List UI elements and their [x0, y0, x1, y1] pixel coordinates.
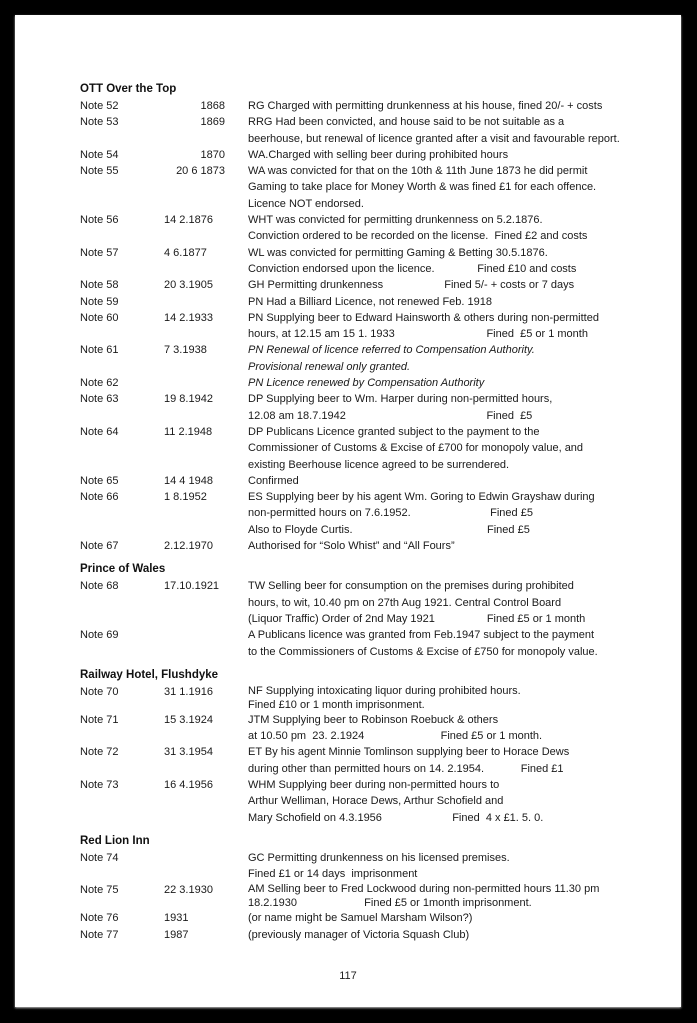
note-text-line: TW Selling beer for consumption on the premises during prohibited: [248, 580, 574, 593]
note-row: [80, 310, 640, 343]
note-text-line: DP Supplying beer to Wm. Harper during non-permitted hours,: [248, 393, 553, 406]
note-row: [80, 342, 640, 375]
note-text: [248, 147, 640, 163]
note-row: [80, 114, 640, 147]
note-label: Note 65: [80, 474, 119, 487]
note-text: [248, 910, 640, 926]
note-text-line: Mary Schofield on 4.3.1956 Fined 4 x £1. 5. 0.: [248, 811, 544, 824]
note-text: [248, 375, 640, 391]
note-label: Note 76: [80, 912, 119, 925]
note-text: [248, 473, 640, 489]
note-text: [248, 245, 640, 278]
note-text: [248, 489, 640, 538]
note-text-line: PN Supplying beer to Edward Hainsworth & others during non-permitted: [248, 311, 599, 324]
note-label: Note 55: [80, 165, 119, 178]
note-row: [80, 294, 640, 310]
note-text: [248, 391, 640, 424]
note-text-line: A Publicans licence was granted from Feb.1947 subject to the payment: [248, 629, 595, 642]
note-text-line: Arthur Welliman, Horace Dews, Arthur Schofield and: [248, 795, 504, 808]
note-text: [248, 98, 640, 114]
note-date: 14 2.1933: [164, 311, 213, 324]
note-text: [248, 538, 640, 554]
section-title: OTT Over the Top: [80, 83, 177, 95]
section-title: Prince of Wales: [80, 563, 166, 576]
document-page: [15, 15, 681, 1007]
note-row: [80, 910, 640, 926]
note-text-line: WHM Supplying beer during non-permitted hours to: [248, 778, 500, 791]
note-row: [80, 578, 640, 627]
note-text-line: NF Supplying intoxicating liquor during prohibited hours.: [248, 684, 521, 697]
note-label: Note 53: [80, 116, 119, 129]
note-text-line: GH Permitting drunkenness Fined 5/- + costs or 7 days: [248, 279, 575, 292]
note-text: [248, 342, 640, 375]
note-text-line: WA was convicted for that on the 10th & 11th June 1873 he did permit: [248, 165, 588, 178]
note-text: [248, 114, 640, 147]
note-date: 31 3.1954: [164, 746, 213, 759]
note-label: Note 72: [80, 746, 119, 759]
note-label: Note 52: [80, 100, 119, 112]
note-text: [248, 850, 640, 883]
note-text-line: Authorised for “Solo Whist” and “All Fours”: [248, 540, 455, 553]
note-text-line: WA.Charged with selling beer during prohibited hours: [248, 148, 509, 161]
note-row: [80, 627, 640, 660]
note-text-line: Conviction ordered to be recorded on the license. Fined £2 and costs: [248, 230, 588, 243]
note-date: 14 2.1876: [164, 214, 213, 227]
note-text: [248, 277, 640, 293]
note-text-line: Fined £1 or 14 days imprisonment: [248, 868, 418, 881]
note-text: [248, 578, 640, 627]
note-date: [164, 627, 248, 660]
note-row: [80, 375, 640, 391]
note-label: Note 71: [80, 713, 119, 726]
note-label: Note 75: [80, 884, 119, 897]
note-date: 22 3.1930: [164, 884, 213, 897]
note-date: 1869: [200, 116, 225, 129]
note-text-line: RRG Had been convicted, and house said to be not suitable as a: [248, 116, 565, 129]
note-label: Note 67: [80, 540, 119, 553]
note-row: [80, 489, 640, 538]
note-text-line: Also to Floyde Curtis. Fined £5: [248, 523, 530, 536]
note-text-line: PN Licence renewed by Compensation Authority: [248, 377, 485, 390]
note-text-line: 12.08 am 18.7.1942 Fined £5: [248, 409, 533, 422]
note-text: [248, 744, 640, 777]
note-date: 31 1.1916: [164, 685, 213, 698]
note-label: Note 66: [80, 491, 119, 504]
note-text-line: Fined £10 or 1 month imprisonment.: [248, 698, 425, 711]
note-date: 20 3.1905: [164, 279, 213, 292]
note-label: Note 63: [80, 393, 119, 406]
note-label: Note 61: [80, 344, 119, 357]
note-row: [80, 777, 640, 826]
note-text-line: 18.2.1930 Fined £5 or 1month imprisonment.: [248, 897, 532, 910]
note-text-line: hours, at 12.15 am 15 1. 1933 Fined £5 or 1 month: [248, 328, 588, 341]
note-text: [248, 212, 640, 245]
note-row: [80, 712, 640, 745]
note-row: [80, 391, 640, 424]
note-text-line: RG Charged with permitting drunkenness at his house, fined 20/- + costs: [248, 100, 603, 112]
note-label: Note 73: [80, 778, 119, 791]
note-date: [164, 850, 248, 883]
note-text: [248, 294, 640, 310]
note-row: [80, 473, 640, 489]
note-date: 1931: [164, 912, 189, 925]
note-text-line: to the Commissioners of Customs & Excise of £750 for monopoly value.: [248, 645, 598, 658]
note-row: [80, 424, 640, 473]
note-text: [248, 777, 640, 826]
note-text-line: (or name might be Samuel Marsham Wilson?): [248, 912, 473, 925]
section-title: Red Lion Inn: [80, 834, 150, 847]
note-text-line: during other than permitted hours on 14. 2.1954. Fined £1: [248, 762, 564, 775]
note-text-line: existing Beerhouse licence agreed to be surrendered.: [248, 458, 510, 471]
note-label: Note 58: [80, 279, 119, 292]
note-label: Note 64: [80, 425, 119, 438]
note-text-line: PN Had a Billiard Licence, not renewed Feb. 1918: [248, 295, 492, 308]
note-text-line: DP Publicans Licence granted subject to the payment to the: [248, 425, 540, 438]
note-text-line: beerhouse, but renewal of licence granted after a visit and favourable report.: [248, 132, 620, 145]
note-text-line: WL was convicted for permitting Gaming & Betting 30.5.1876.: [248, 246, 548, 259]
note-date: [164, 294, 248, 310]
note-text-line: ET By his agent Minnie Tomlinson supplying beer to Horace Dews: [248, 746, 570, 759]
note-date: 11 2.1948: [164, 425, 213, 438]
note-label: Note 69: [80, 629, 119, 642]
note-date: 20 6 1873: [176, 165, 225, 178]
note-row: [80, 684, 640, 712]
note-text: [248, 927, 640, 943]
note-text-line: PN Renewal of licence referred to Compensation Authority.: [248, 344, 535, 357]
note-text-line: JTM Supplying beer to Robinson Roebuck & others: [248, 713, 499, 726]
note-text: [248, 882, 640, 910]
note-text-line: hours, to wit, 10.40 pm on 27th Aug 1921. Central Control Board: [248, 596, 562, 609]
note-date: 1987: [164, 928, 189, 941]
note-text: [248, 684, 640, 712]
note-label: Note 77: [80, 928, 119, 941]
note-row: [80, 927, 640, 943]
note-label: Note 57: [80, 246, 119, 259]
note-date: 19 8.1942: [164, 393, 213, 406]
note-text-line: Conviction endorsed upon the licence. Fined £10 and costs: [248, 262, 577, 275]
note-text-line: ES Supplying beer by his agent Wm. Goring to Edwin Grayshaw during: [248, 491, 595, 504]
note-text-line: AM Selling beer to Fred Lockwood during non-permitted hours 11.30 pm: [248, 883, 600, 896]
note-text: [248, 627, 640, 660]
note-row: [80, 245, 640, 278]
note-text: [248, 424, 640, 473]
note-date: 16 4.1956: [164, 778, 213, 791]
page-number: 117: [339, 970, 357, 982]
note-text-line: Licence NOT endorsed.: [248, 197, 364, 210]
note-date: 17.10.1921: [164, 580, 220, 593]
note-text-line: GC Permitting drunkenness on his licensed premises.: [248, 851, 510, 864]
note-row: [80, 882, 640, 910]
note-row: [80, 147, 640, 163]
note-text-line: Gaming to take place for Money Worth & was fined £1 for each offence.: [248, 181, 597, 194]
note-label: Note 59: [80, 295, 119, 308]
note-label: Note 60: [80, 311, 119, 324]
note-text-line: Confirmed: [248, 474, 299, 487]
note-text-line: Commissioner of Customs & Excise of £700 for monopoly value, and: [248, 442, 584, 455]
note-row: [80, 744, 640, 777]
note-row: [80, 538, 640, 554]
note-label: Note 62: [80, 377, 119, 390]
note-date: 4 6.1877: [164, 246, 207, 259]
note-date: 14 4 1948: [164, 474, 213, 487]
note-text: [248, 310, 640, 343]
note-text-line: (Liquor Traffic) Order of 2nd May 1921 Fined £5 or 1 month: [248, 612, 586, 625]
note-text-line: WHT was convicted for permitting drunkenness on 5.2.1876.: [248, 214, 543, 227]
note-row: [80, 212, 640, 245]
note-row: [80, 850, 640, 883]
note-text: [248, 712, 640, 745]
note-text-line: non-permitted hours on 7.6.1952. Fined £5: [248, 507, 533, 520]
note-row: [80, 277, 640, 293]
note-row: [80, 98, 640, 114]
note-label: Note 74: [80, 851, 119, 864]
notes-content: [80, 81, 640, 943]
note-label: Note 56: [80, 214, 119, 227]
note-text-line: (previously manager of Victoria Squash Club): [248, 928, 470, 941]
note-date: [164, 375, 248, 391]
note-date: 1870: [200, 148, 225, 161]
note-row: [80, 163, 640, 212]
note-date: 2.12.1970: [164, 540, 213, 553]
note-label: Note 70: [80, 685, 119, 698]
section-title: Railway Hotel, Flushdyke: [80, 668, 219, 681]
note-date: 1 8.1952: [164, 491, 207, 504]
note-date: 7 3.1938: [164, 344, 207, 357]
note-label: Note 54: [80, 148, 119, 161]
note-date: 1868: [200, 100, 225, 112]
note-text: [248, 163, 640, 212]
note-label: Note 68: [80, 580, 119, 593]
note-date: 15 3.1924: [164, 713, 213, 726]
note-text-line: Provisional renewal only granted.: [248, 360, 411, 373]
note-text-line: at 10.50 pm 23. 2.1924 Fined £5 or 1 month.: [248, 730, 543, 743]
